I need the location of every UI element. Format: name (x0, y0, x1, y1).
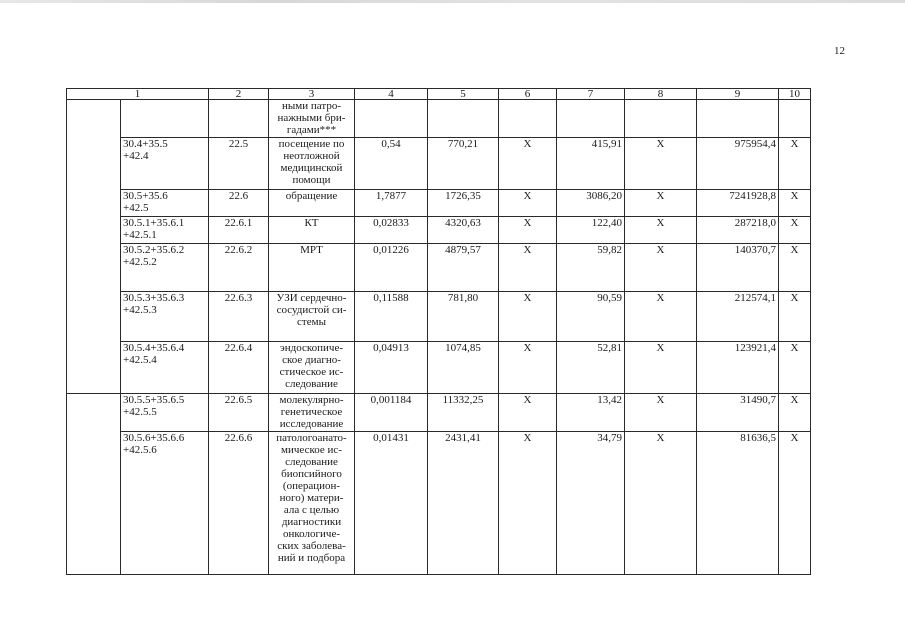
code-cell: 30.5.5+35.6.5 +42.5.5 (123, 394, 185, 418)
value-cell: 52,81 (597, 342, 622, 354)
page-number: 12 (834, 45, 845, 57)
code-cell: 30.5+35.6 +42.5 (123, 190, 168, 214)
value-cell: 2431,41 (445, 432, 481, 444)
value-cell: 1726,35 (445, 190, 481, 202)
description-cell: молекулярно- генетическое исследование (279, 394, 344, 430)
value-cell: 59,82 (597, 244, 622, 256)
table-row (67, 292, 811, 342)
value-cell: X (656, 394, 665, 406)
value-cell: 123921,4 (734, 342, 776, 354)
value-cell: 0,001184 (370, 394, 412, 406)
value-cell: X (656, 217, 665, 229)
value-cell: 1,7877 (375, 190, 407, 202)
code-cell: 30.4+35.5 +42.4 (123, 138, 168, 162)
value-cell: X (523, 342, 532, 354)
header-cell: 2 (209, 89, 269, 100)
value-cell: 34,79 (597, 432, 622, 444)
value-cell: 4320,63 (445, 217, 481, 229)
header-cell: 3 (269, 89, 355, 100)
value-cell: 1074,85 (445, 342, 481, 354)
value-cell: X (656, 190, 665, 202)
header-cell: 1 (67, 89, 209, 100)
value-cell: X (523, 394, 532, 406)
number-cell: 22.6.5 (224, 394, 253, 406)
value-cell: X (656, 292, 665, 304)
header-cell: 4 (355, 89, 428, 100)
description-cell: УЗИ сердечно- сосудистой си- стемы (276, 292, 347, 328)
description-cell: патологоанато- мическое ис- следование биопсийного (операцион- ного) матери- ала с целью диагностики онкологиче- ских заболева- ний и подбора (276, 432, 347, 564)
value-cell: X (523, 244, 532, 256)
number-cell: 22.6.4 (224, 342, 253, 354)
header-cell: 6 (499, 89, 557, 100)
value-cell: 13,42 (597, 394, 622, 406)
value-cell: X (790, 432, 799, 444)
header-cell: 8 (625, 89, 697, 100)
value-cell: 415,91 (591, 138, 622, 150)
value-cell: X (523, 432, 532, 444)
value-cell: X (790, 342, 799, 354)
code-cell: 30.5.1+35.6.1 +42.5.1 (123, 217, 185, 241)
value-cell: X (656, 244, 665, 256)
value-cell: 7241928,8 (729, 190, 776, 202)
table-header-row (67, 89, 811, 100)
value-cell: X (790, 217, 799, 229)
value-cell: 287218,0 (734, 217, 776, 229)
value-cell: X (656, 432, 665, 444)
header-cell: 7 (557, 89, 625, 100)
value-cell: 0,11588 (373, 292, 409, 304)
description-cell: КТ (304, 217, 319, 229)
code-cell: 30.5.4+35.6.4 +42.5.4 (123, 342, 185, 366)
number-cell: 22.5 (228, 138, 249, 150)
code-cell: 30.5.6+35.6.6 +42.5.6 (123, 432, 185, 456)
description-cell: МРТ (300, 244, 323, 256)
header-cell: 5 (428, 89, 499, 100)
code-cell: 30.5.2+35.6.2 +42.5.2 (123, 244, 185, 268)
value-cell: X (523, 190, 532, 202)
table-row (67, 190, 811, 217)
value-cell: 781,80 (447, 292, 479, 304)
number-cell: 22.6.2 (224, 244, 253, 256)
header-cell: 9 (697, 89, 779, 100)
data-table (66, 88, 811, 575)
number-cell: 22.6 (228, 190, 249, 202)
value-cell: X (523, 138, 532, 150)
header-cell: 10 (779, 89, 811, 100)
value-cell: 3086,20 (586, 190, 622, 202)
table-row (67, 394, 811, 432)
value-cell: 0,01226 (373, 244, 409, 256)
number-cell: 22.6.1 (224, 217, 253, 229)
scan-edge (0, 0, 905, 3)
value-cell: 11332,25 (442, 394, 484, 406)
value-cell: 90,59 (597, 292, 622, 304)
value-cell: 770,21 (447, 138, 479, 150)
description-cell: ными патро- нажными бри- гадами*** (277, 100, 346, 136)
value-cell: X (790, 244, 799, 256)
value-cell: X (790, 292, 799, 304)
value-cell: 4879,57 (445, 244, 481, 256)
table-row (67, 432, 811, 575)
value-cell: X (656, 342, 665, 354)
table-row (67, 100, 811, 138)
value-cell: 0,01431 (373, 432, 409, 444)
value-cell: 81636,5 (740, 432, 776, 444)
table-row (67, 342, 811, 394)
table-row (67, 217, 811, 244)
number-cell: 22.6.6 (224, 432, 253, 444)
description-cell: посещение по неотложной медицинской помощи (278, 138, 345, 186)
table-row (67, 138, 811, 190)
code-cell: 30.5.3+35.6.3 +42.5.3 (123, 292, 185, 316)
description-cell: обращение (285, 190, 338, 202)
value-cell: X (790, 190, 799, 202)
value-cell: 0,02833 (373, 217, 409, 229)
value-cell: X (790, 138, 799, 150)
value-cell: 122,40 (591, 217, 622, 229)
table-row (67, 244, 811, 292)
value-cell: 0,54 (381, 138, 401, 150)
value-cell: 140370,7 (734, 244, 776, 256)
group-cell (67, 394, 121, 575)
value-cell: X (523, 217, 532, 229)
description-cell: эндоскопиче- ское диагно- стическое ис- следование (279, 342, 344, 390)
group-cell (67, 100, 121, 394)
value-cell: X (523, 292, 532, 304)
number-cell: 22.6.3 (224, 292, 253, 304)
value-cell: 212574,1 (734, 292, 776, 304)
value-cell: 975954,4 (734, 138, 776, 150)
value-cell: X (790, 394, 799, 406)
value-cell: 31490,7 (740, 394, 776, 406)
value-cell: 0,04913 (373, 342, 409, 354)
value-cell: X (656, 138, 665, 150)
